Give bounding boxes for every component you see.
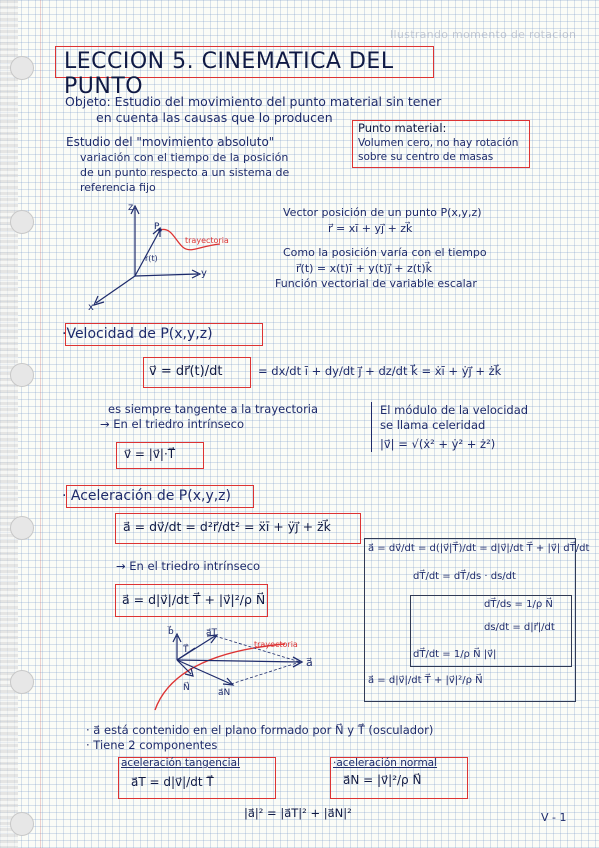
a-vector-label: a⃗ bbox=[306, 656, 313, 669]
velocity-heading: ·Velocidad de P(x,y,z) bbox=[62, 326, 213, 342]
punch-hole bbox=[10, 516, 34, 540]
velocity-eq: v⃗ = dr⃗(t)/dt bbox=[149, 364, 223, 379]
acceleration-modulus-eq: |a⃗|² = |a⃗T|² + |a⃗N|² bbox=[244, 806, 352, 820]
movimiento-absoluto-title: Estudio del "movimiento absoluto" bbox=[66, 135, 275, 149]
normal-label: N⃗ bbox=[183, 683, 190, 693]
velocity-triedro-text: → En el triedro intrínseco bbox=[100, 417, 245, 431]
movimiento-absoluto-line-2: variación con el tiempo de la posición bbox=[80, 151, 289, 164]
position-time-eq: r⃗(t) = x(t)ī + y(t)j⃗ + z(t)k⃗ bbox=[296, 262, 433, 275]
punch-hole bbox=[10, 670, 34, 694]
celerity-line-2: se llama celeridad bbox=[380, 418, 486, 432]
axis-x-label: x bbox=[88, 302, 94, 313]
velocity-triedro-eq: v⃗ = |v⃗|·T⃗ bbox=[124, 447, 176, 461]
position-vector-eq: r⃗ = xī + yj⃗ + zk⃗ bbox=[328, 222, 413, 235]
derivation-line-5: dT⃗/dt = 1/ρ N⃗ |v⃗| bbox=[413, 649, 497, 660]
punto-material-line-2: sobre su centro de masas bbox=[358, 151, 494, 163]
tangential-title: aceleración tangencial bbox=[121, 757, 240, 769]
derivation-line-1: a⃗ = dv⃗/dt = d(|v⃗|T⃗)/dt = d|v⃗|/dt T⃗ + |v⃗| dT⃗/dt bbox=[368, 543, 590, 554]
punto-material-line-1: Volumen cero, no hay rotación bbox=[358, 137, 519, 149]
components-text: · Tiene 2 componentes bbox=[86, 738, 218, 752]
margin-line bbox=[40, 0, 41, 848]
celerity-line-1: El módulo de la velocidad bbox=[380, 403, 529, 417]
spiral-binding bbox=[0, 0, 18, 848]
movimiento-absoluto-line-4: referencia fijo bbox=[80, 181, 156, 194]
acceleration-heading: · Aceleración de P(x,y,z) bbox=[62, 488, 231, 504]
axis-y-label: y bbox=[201, 268, 207, 279]
objective-line-2: en cuenta las causas que lo producen bbox=[96, 110, 333, 125]
velocity-divider bbox=[371, 402, 372, 452]
at-label: a⃗T bbox=[206, 628, 218, 638]
acceleration-triedro-text: → En el triedro intrínseco bbox=[116, 559, 261, 573]
position-time-text: Como la posición varía con el tiempo bbox=[283, 246, 487, 259]
velocity-eq-expanded: = dx/dt ī + dy/dt j⃗ + dz/dt k⃗ = ẋī + ẏj⃗ + żk⃗ bbox=[258, 364, 502, 378]
axis-z-label: z bbox=[128, 202, 134, 213]
page-title: LECCION 5. CINEMATICA DEL PUNTO bbox=[64, 49, 394, 99]
derivation-line-2: dT⃗/dt = dT⃗/ds · ds/dt bbox=[413, 571, 516, 582]
tangential-eq: a⃗T = d|v⃗|/dt T⃗ bbox=[131, 775, 214, 789]
velocity-tangent-text: es siempre tangente a la trayectoria bbox=[108, 402, 319, 416]
page-number: V - 1 bbox=[541, 811, 567, 824]
derivation-line-3: dT⃗/ds = 1/ρ N⃗ bbox=[484, 599, 553, 610]
punch-hole bbox=[10, 210, 34, 234]
punch-hole bbox=[10, 56, 34, 80]
binormal-label: b⃗ bbox=[168, 627, 174, 637]
derivation-line-4: ds/dt = d|r⃗|/dt bbox=[484, 622, 555, 633]
normal-title: ·aceleración normal bbox=[333, 757, 438, 769]
objective-line-1: Objeto: Estudio del movimiento del punto material sin tener bbox=[65, 94, 442, 109]
tangent-label: T⃗ bbox=[183, 645, 189, 655]
celerity-eq: |v⃗| = √(ẋ² + ẏ² + ż²) bbox=[380, 437, 496, 451]
trajectory-label-2: trayectoria bbox=[254, 640, 298, 649]
faded-header: Ilustrando momento de rotacion bbox=[390, 28, 577, 41]
derivation-line-6: a⃗ = d|v⃗|/dt T⃗ + |v⃗|²/ρ N⃗ bbox=[368, 675, 483, 686]
position-vector-title: Vector posición de un punto P(x,y,z) bbox=[283, 206, 482, 219]
r-vector-label: r(t) bbox=[145, 254, 158, 263]
punch-hole bbox=[10, 363, 34, 387]
an-label: a⃗N bbox=[218, 688, 231, 698]
normal-eq: a⃗N = |v⃗|²/ρ N⃗ bbox=[343, 773, 422, 787]
point-p-label: P bbox=[154, 222, 160, 232]
punch-hole bbox=[10, 812, 34, 836]
title-box bbox=[55, 46, 434, 99]
acceleration-eq: a⃗ = dv⃗/dt = d²r⃗/dt² = ẍī + ÿj⃗ + z̈k⃗ bbox=[123, 519, 331, 534]
trajectory-label: trayectoria bbox=[185, 236, 229, 245]
osculating-plane-text: · a⃗ está contenido en el plano formado por N⃗ y T⃗ (osculador) bbox=[86, 723, 434, 737]
vector-function-text: Función vectorial de variable escalar bbox=[275, 277, 477, 290]
movimiento-absoluto-line-3: de un punto respecto a un sistema de bbox=[80, 166, 290, 179]
punto-material-title: Punto material: bbox=[358, 121, 447, 135]
acceleration-triedro-eq: a⃗ = d|v⃗|/dt T⃗ + |v⃗|²/ρ N⃗ bbox=[122, 592, 266, 607]
